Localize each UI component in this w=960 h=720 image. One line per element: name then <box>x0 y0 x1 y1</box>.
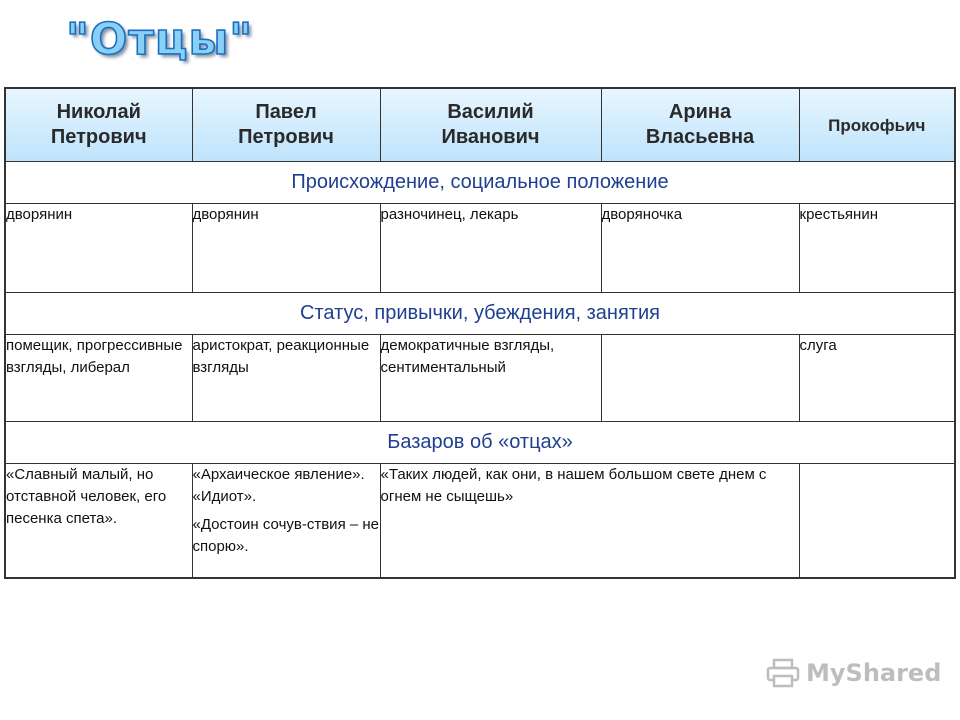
table-row <box>5 464 955 579</box>
table-cell: слуга <box>799 335 955 422</box>
section-title: Статус, привычки, убеждения, занятия <box>5 293 955 335</box>
watermark-logo <box>766 658 941 688</box>
section-row-bazarov <box>5 422 955 464</box>
section-row-status <box>5 293 955 335</box>
table-cell: демократичные взгляды, сентиментальный <box>380 335 601 422</box>
section-row-origin <box>5 162 955 204</box>
quote-text: «Архаическое явление». «Идиот». <box>192 466 365 505</box>
header-line1: Николай <box>56 101 141 123</box>
header-arina-vlasyevna <box>601 88 799 162</box>
table-cell: дворянин <box>5 204 192 293</box>
header-row <box>5 88 955 162</box>
header-line2: Петрович <box>238 126 334 148</box>
table-cell: «Славный малый, но отставной человек, его песенка спета». <box>5 464 192 579</box>
printer-icon <box>766 658 800 688</box>
table-cell: аристократ, реакционные взгляды <box>192 335 380 422</box>
header-line1: Прокофьич <box>828 115 926 135</box>
header-pavel-petrovich <box>192 88 380 162</box>
table-row <box>5 204 955 293</box>
header-line2: Петрович <box>50 126 147 148</box>
table-cell: помещик, прогрессивные взгляды, либерал <box>5 335 192 422</box>
header-line2: Иванович <box>441 126 540 148</box>
table-cell <box>601 335 799 422</box>
page-title: "Отцы" <box>66 14 254 65</box>
section-title: Происхождение, социальное положение <box>5 162 955 204</box>
table-cell: разночинец, лекарь <box>380 204 601 293</box>
section-title: Базаров об «отцах» <box>5 422 955 464</box>
header-line1: Василий <box>447 101 534 123</box>
table-cell: «Таких людей, как они, в нашем большом свете днем с огнем не сыщешь» <box>380 464 799 579</box>
table-cell: крестьянин <box>799 204 955 293</box>
header-nikolai-petrovich <box>5 88 192 162</box>
header-line2: Власьевна <box>645 126 755 148</box>
header-line1: Павел <box>255 101 317 123</box>
header-vasily-ivanovich <box>380 88 601 162</box>
header-prokofyich <box>799 88 955 162</box>
table-cell <box>799 464 955 579</box>
table-cell: дворяночка <box>601 204 799 293</box>
table-cell <box>192 464 380 579</box>
fathers-table <box>4 87 956 579</box>
quote-text: «Достоин сочув-ствия – не спорю». <box>192 516 379 555</box>
table-cell: дворянин <box>192 204 380 293</box>
header-line1: Арина <box>668 101 732 123</box>
watermark-text: MyShared <box>806 659 942 687</box>
table-row <box>5 335 955 422</box>
